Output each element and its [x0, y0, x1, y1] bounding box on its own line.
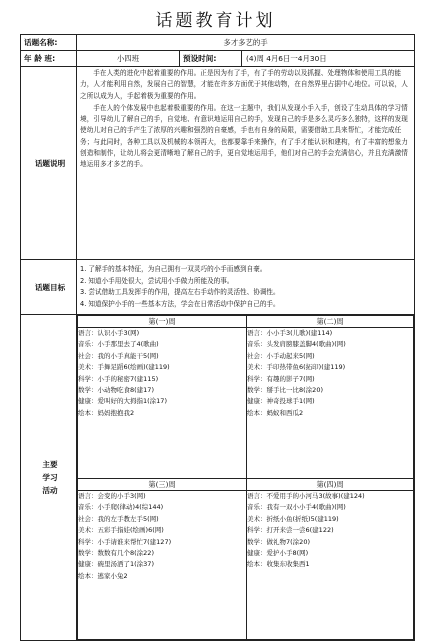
- goal-item: 2. 知道小手用处很大，尝试用小手做力所能及的事。: [80, 276, 234, 285]
- activity-item: 健康：爱叫好的大拇指1(涂17): [78, 397, 167, 406]
- description-paragraph: 手在人的个体发展中也起着极重要的作用。在这一主题中，我们从发现小手入手，创设了生动具体的学习情境，引导幼儿了解自己的手，自觉地、有意识地运用自己的手，发现自己的手是多么灵巧多么独特，这样的发现使幼儿对自己的手产生了浓厚的兴趣和强烈的自豪感，手也有自身的局限，需要借助工具来帮忙，才能完成任务；与此同时，各种工具以及机械的本领再大，也都要靠手来操作，有了手才能认识和建构，有了丰富的想象力创造和制作，让幼儿将会更清晰地了解自己的手，更自觉地运用手，他们对自己的手会充满信心，并且充满激情地运用多才多艺的手。: [80, 103, 408, 169]
- activity-item: 绘本：蚂蚁和西瓜2: [247, 408, 304, 417]
- activity-item: 数学：掰手比一比8(涂20): [247, 386, 323, 395]
- activity-item: 美术：手舞足蹈6(绘画)(建119): [78, 363, 170, 372]
- activity-item: 数学：做礼物7(涂20): [247, 537, 310, 546]
- activity-item: 科学：小手的秘密7(建115): [78, 374, 159, 383]
- goal-item: 4. 知道保护小手的一些基本方法，学会在日常活动中保护自己的手。: [80, 299, 280, 308]
- description-text: [77, 67, 415, 260]
- week-4-activities: [247, 491, 414, 640]
- topic-row: [21, 35, 415, 51]
- week-2-activities: [247, 328, 414, 479]
- activity-item: 数学：小动物吃食8(建17): [78, 386, 154, 395]
- week-2-header: 第(二)周: [247, 316, 414, 328]
- activity-item: 语言：会变的小手3(网): [78, 492, 146, 500]
- activity-item: 美术：折纸小鱼(折纸)5(建119): [247, 514, 339, 523]
- week-4-header: 第(四)周: [247, 479, 414, 491]
- topic-value: 多才多艺的手: [77, 35, 415, 51]
- goal-item: 1. 了解手的基本特征，为自己拥有一双灵巧的小手而感到自豪。: [80, 265, 267, 273]
- week-1-activities: [78, 328, 247, 479]
- activity-item: 音乐：我有一双小小手4(歌曲)(网): [247, 503, 346, 512]
- period-label: 预设时间:: [180, 51, 242, 67]
- goals-row: [21, 260, 415, 315]
- description-paragraph: 手在人类的进化中起着重要的作用。正是因为有了手，有了手的劳动以及抓握、处理物体和使用工具的能力，人才能利用自然，发展自己的智慧，才能在许多方面优于其他动物，在自然界里占据中心地位。可以说，人之所以成为人，手起着极为重要的作用。: [80, 69, 408, 100]
- grade-value: 小四班: [77, 51, 180, 67]
- grade-label: 年 龄 班:: [21, 51, 77, 67]
- activity-item: 社会：我的左手教左手5(网): [78, 514, 159, 523]
- topic-label: 话题名称:: [21, 35, 77, 51]
- activities-grid-cell: [77, 315, 415, 641]
- activity-item: 音乐：头发肩膀膝盖脚4(歌曲)(网): [247, 340, 346, 349]
- description-row: [21, 67, 415, 260]
- goals-list: [77, 260, 415, 315]
- week-3-activities: [78, 491, 247, 640]
- page-title: 话题教育计划: [155, 11, 276, 31]
- activity-item: 美术：手印热带鱼6(拓印)(建119): [247, 363, 346, 372]
- goal-item: 3. 尝试借助工具发挥手的作用，提高左右手动作的灵活性、协调性。: [80, 288, 280, 296]
- activity-item: 科学：小手请谁来帮忙7(建127): [78, 537, 172, 546]
- activity-item: 语言：不爱用手的小河马3(故事)(建124): [247, 492, 365, 500]
- activity-item: 健康：爱护小手8(网): [247, 549, 309, 558]
- grade-row: [21, 51, 415, 67]
- activity-item: 音乐：小手那里去了4(歌曲): [78, 340, 159, 349]
- activity-item: 绘本：逃家小兔2: [78, 571, 128, 580]
- activity-item: 美术：五彩手指娃(绘画)6(网): [78, 526, 164, 535]
- activity-item: 科学：有趣的影子7(网): [247, 374, 315, 383]
- activity-item: 音乐：小手爬(律动)4(综144): [78, 503, 164, 512]
- weeks-grid: [77, 315, 414, 640]
- period-value: (4)周 4月6日一4月30日: [242, 51, 415, 67]
- activity-item: 绘本：收集东收集西1: [247, 560, 310, 569]
- activity-item: 绘本：妈妈抱抱我2: [78, 408, 135, 417]
- activity-item: 健康：神奇投球手1(网): [247, 397, 315, 406]
- goals-label: 话题目标: [21, 260, 77, 315]
- activities-label: 主要 学习 活动: [21, 315, 77, 641]
- activity-item: 语言：认识小手3(网): [78, 329, 140, 337]
- activity-item: 社会：小手动起来5(网): [247, 351, 315, 360]
- activity-item: 语言：小小手3(儿歌)(建114): [247, 329, 333, 337]
- plan-table: [20, 34, 415, 641]
- week-1-header: 第(一)周: [78, 316, 247, 328]
- activity-item: 数学：数数有几个8(涂22): [78, 549, 154, 558]
- activity-item: 科学：打开来尝一尝6(建122): [247, 526, 334, 535]
- activity-item: 社会：我的小手真能干5(网): [78, 351, 159, 360]
- week-3-header: 第(三)周: [78, 479, 247, 491]
- description-label: 话题说明: [21, 67, 77, 260]
- activities-row: [21, 315, 415, 641]
- activity-item: 健康：碗里汤洒了1(涂37): [78, 560, 154, 569]
